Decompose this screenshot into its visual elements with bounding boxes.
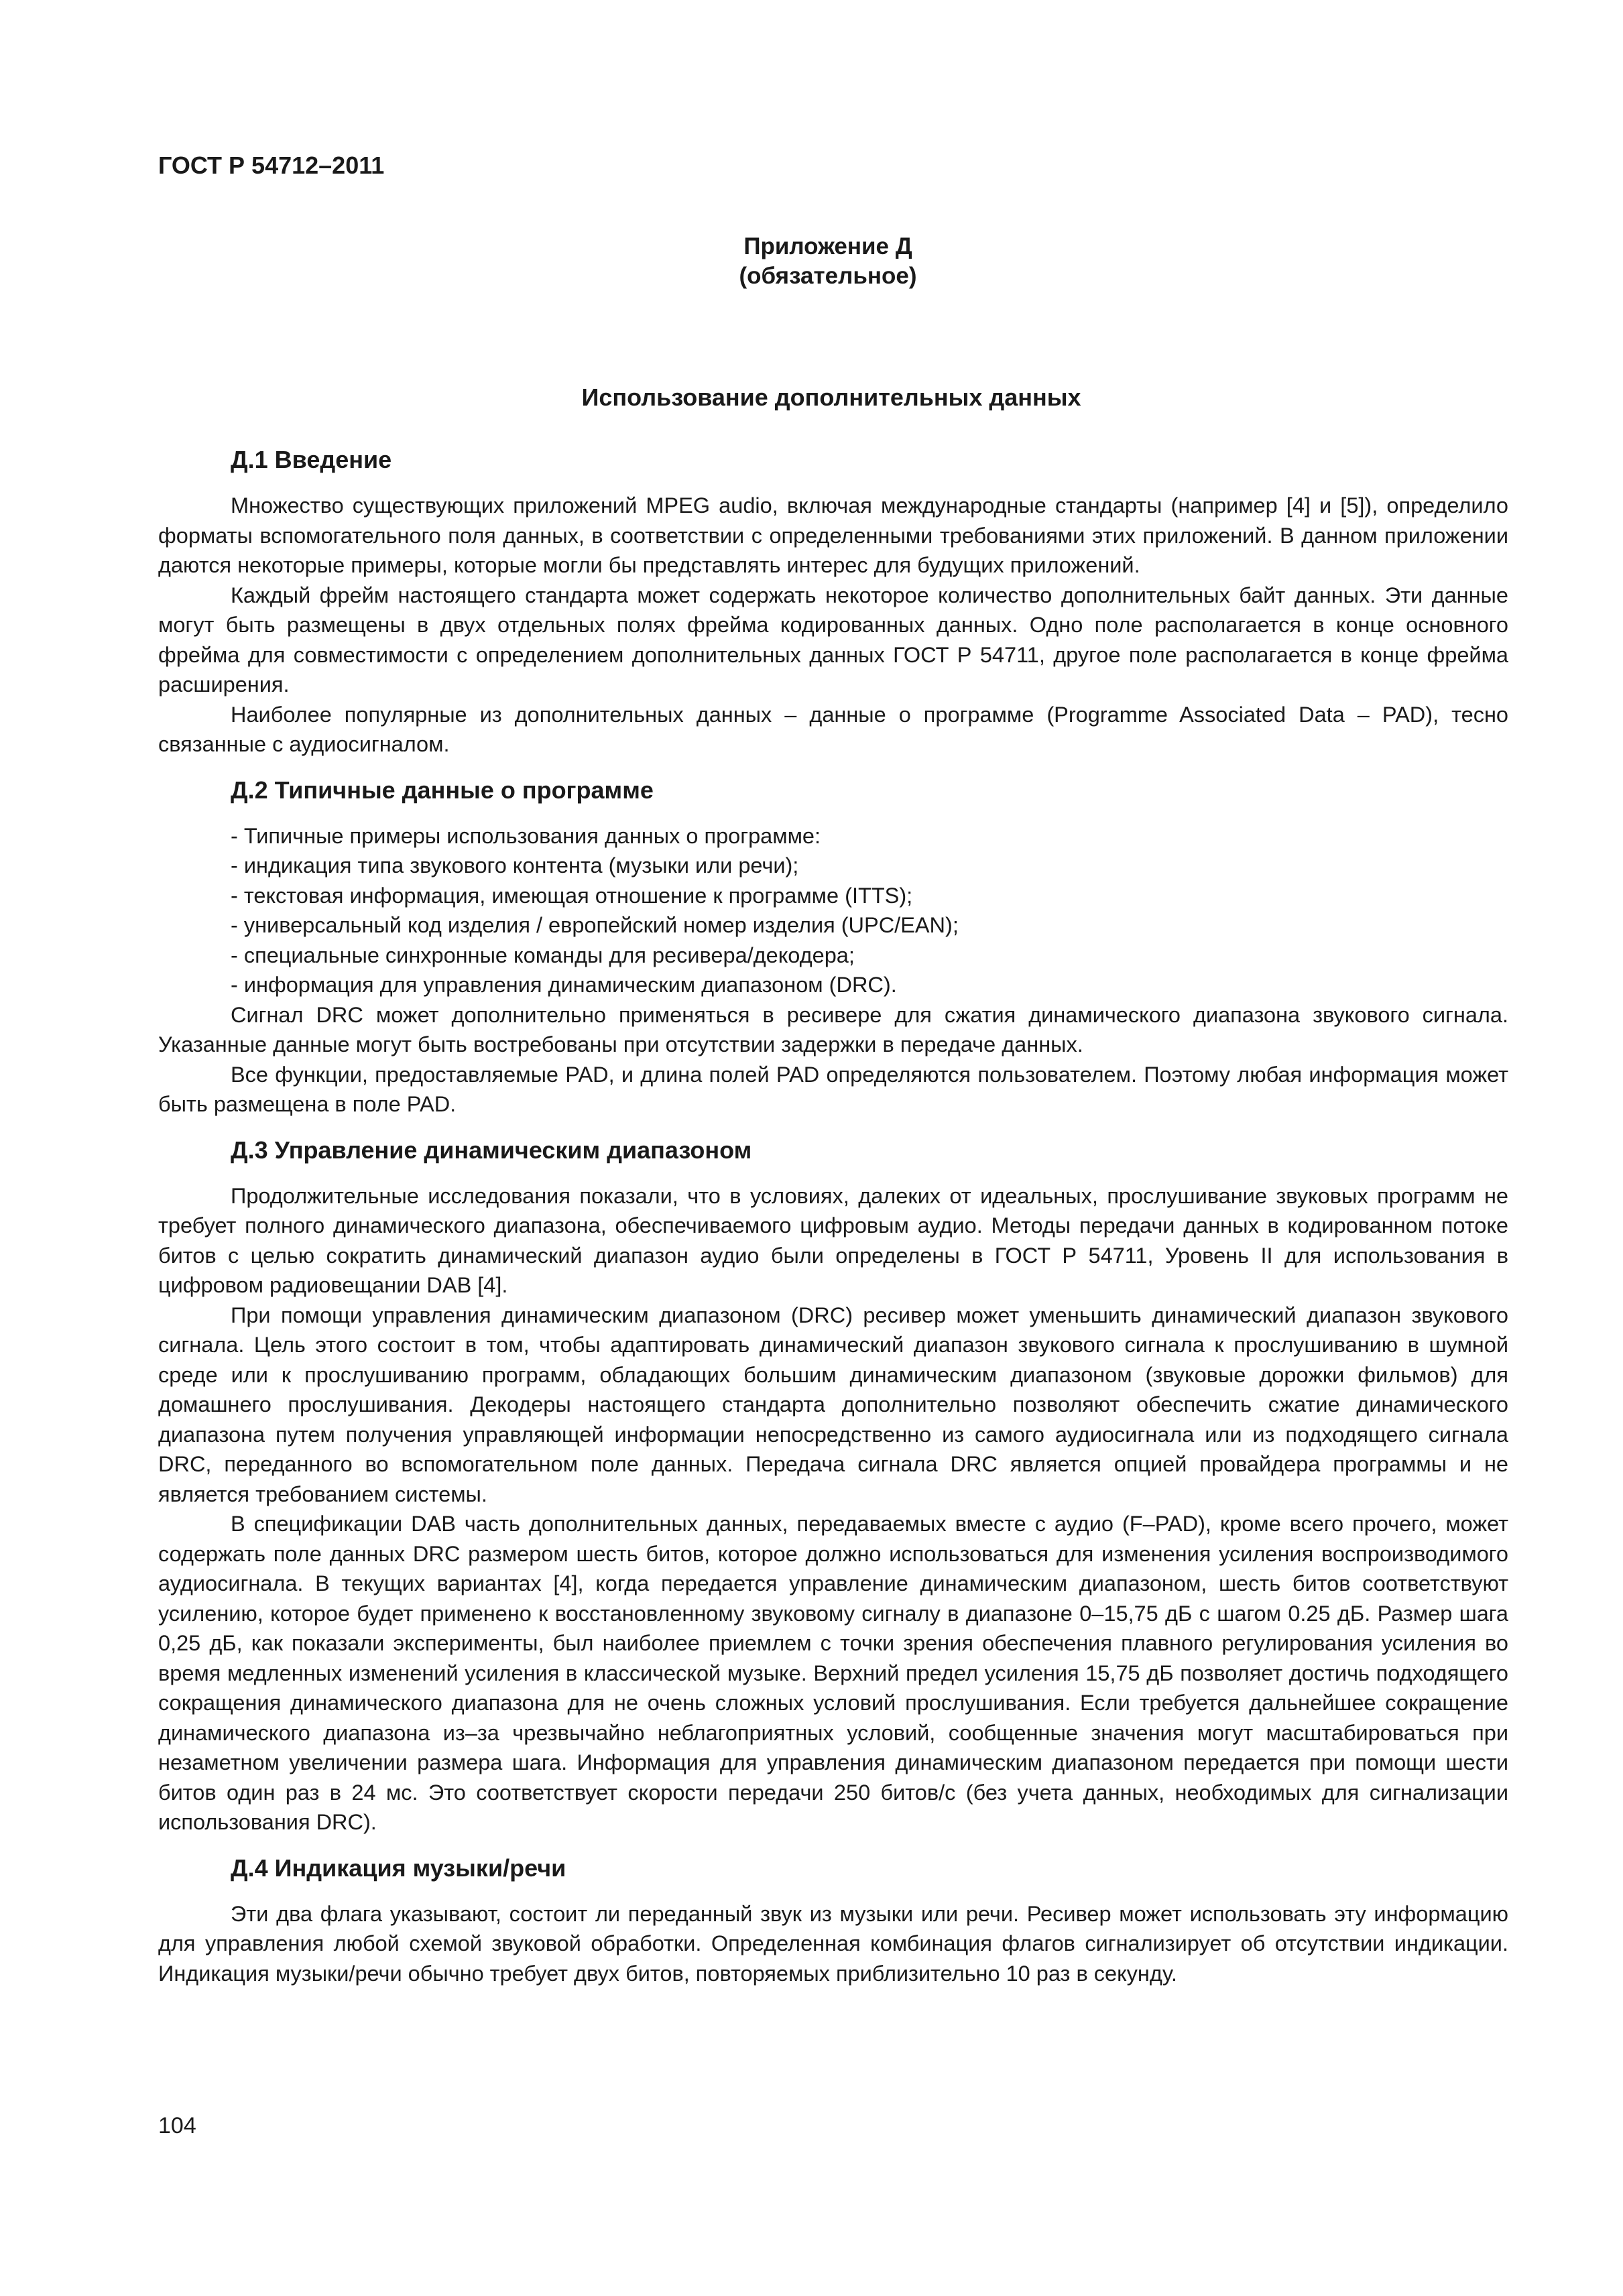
paragraph: Множество существующих приложений MPEG audio, включая международные стандарты (например [4] и [5]), определило форматы вспомогательного поля данных, в соответствии с определенными требованиями этих приложений. В данном приложении даются некоторые примеры, которые могли бы представлять интерес для будущих приложений. — [158, 493, 1508, 577]
annex-label: Приложение Д — [743, 233, 912, 259]
pad-examples-list — [231, 821, 1508, 1000]
list-item: - специальные синхронные команды для ресивера/декодера; — [231, 943, 855, 967]
paragraph: Эти два флага указывают, состоит ли переданный звук из музыки или речи. Ресивер может использовать эту информацию для управления любой схемой звуковой обработки. Определенная комбинация флагов сигнализирует об отсутствии индикации. Индикация музыки/речи обычно требует двух битов, повторяемых приблизительно 10 раз в секунду. — [158, 1901, 1508, 1986]
section-typical-pad — [158, 774, 1508, 1120]
list-item: - информация для управления динамическим диапазоном (DRC). — [231, 973, 897, 997]
document-header: ГОСТ Р 54712–2011 — [158, 152, 385, 179]
paragraph: Наиболее популярные из дополнительных данных – данные о программе (Programme Associated Data – PAD), тесно связанные с аудиосигналом. — [158, 702, 1508, 756]
annex-block — [0, 232, 1623, 291]
paragraph: При помощи управления динамическим диапазоном (DRC) ресивер может уменьшить динамический диапазон звукового сигнала. Цель этого состоит в том, чтобы адаптировать динамический диапазон звукового сигнала к прослушиванию в шумной среде или к прослушиванию программ, обладающих большим динамическим диапазоном (звуковые дорожки фильмов) для домашнего прослушивания. Декодеры настоящего стандарта дополнительно позволяют обеспечить сжатие динамического диапазона путем получения управляющей информации непосредственно из самого аудиосигнала или из подходящего сигнала DRC, переданного во вспомогательном поле данных. Передача сигнала DRC является опцией провайдера программы и не является требованием системы. — [158, 1303, 1508, 1506]
paragraph: Сигнал DRC может дополнительно применяться в ресивере для сжатия динамического диапазона звукового сигнала. Указанные данные могут быть востребованы при отсутствии задержки в передаче данных. — [158, 1002, 1508, 1056]
section-music-speech — [158, 1852, 1508, 1989]
document-body — [158, 444, 1508, 1988]
list-item: - текстовая информация, имеющая отношение к программе (ITTS); — [231, 883, 913, 908]
section-heading: Д.2 Типичные данные о программе — [231, 776, 654, 804]
annex-status: (обязательное) — [739, 263, 917, 289]
section-heading: Д.1 Введение — [231, 446, 392, 473]
paragraph: Продолжительные исследования показали, что в условиях, далеких от идеальных, прослушивание звуковых программ не требует полного динамического диапазона, обеспечиваемого цифровым аудио. Методы передачи данных в кодированном потоке битов с целью сократить динамический диапазон аудио были определены в ГОСТ Р 54711, Уровень II для использования в цифровом радиовещании DAB [4]. — [158, 1183, 1508, 1297]
paragraph: В спецификации DAB часть дополнительных данных, передаваемых вместе с аудио (F–PAD), кроме всего прочего, может содержать поле данных DRC размером шесть битов, которое должно использоваться для изменения усиления воспроизводимого аудиосигнала. В текущих вариантах [4], когда передается управление динамическим диапазоном, шесть битов соответствуют усилению, которое будет применено к восстановленному звуковому сигналу в диапазоне 0–15,75 дБ с шагом 0.25 дБ. Размер шага 0,25 дБ, как показали эксперименты, был наиболее приемлем с точки зрения обеспечения плавного регулирования усиления во время медленных изменений усиления в классической музыке. Верхний предел усиления 15,75 дБ позволяет достичь подходящего сокращения динамического диапазона для не очень сложных условий прослушивания. Если требуется дальнейшее сокращение динамического диапазона из–за чрезвычайно неблагоприятных условий, сообщенные значения могут масштабироваться при незаметном увеличении размера шага. Информация для управления динамическим диапазоном передается при помощи шести битов один раз в 24 мс. Это соответствует скорости передачи 250 битов/с (без учета данных, необходимых для сигнализации использования DRC). — [158, 1512, 1508, 1834]
paragraph: Все функции, предоставляемые PAD, и длина полей PAD определяются пользователем. Поэтому любая информация может быть размещена в поле PAD. — [158, 1062, 1508, 1116]
annex-title: Использование дополнительных данных — [581, 383, 1081, 411]
section-heading: Д.3 Управление динамическим диапазоном — [231, 1136, 752, 1164]
page-number: 104 — [158, 2113, 196, 2138]
section-drc — [158, 1134, 1508, 1837]
list-item: - индикация типа звукового контента (музыки или речи); — [231, 853, 799, 878]
section-intro — [158, 444, 1508, 760]
section-heading: Д.4 Индикация музыки/речи — [231, 1854, 566, 1882]
list-item: - универсальный код изделия / европейский номер изделия (UPC/EAN); — [231, 913, 959, 937]
list-item: - Типичные примеры использования данных о программе: — [231, 823, 821, 848]
paragraph: Каждый фрейм настоящего стандарта может содержать некоторое количество дополнительных байт данных. Эти данные могут быть размещены в двух отдельных полях фрейма кодированных данных. Одно поле располагается в конце основного фрейма для совместимости с определением дополнительных данных ГОСТ Р 54711, другое поле располагается в конце фрейма расширения. — [158, 583, 1508, 697]
